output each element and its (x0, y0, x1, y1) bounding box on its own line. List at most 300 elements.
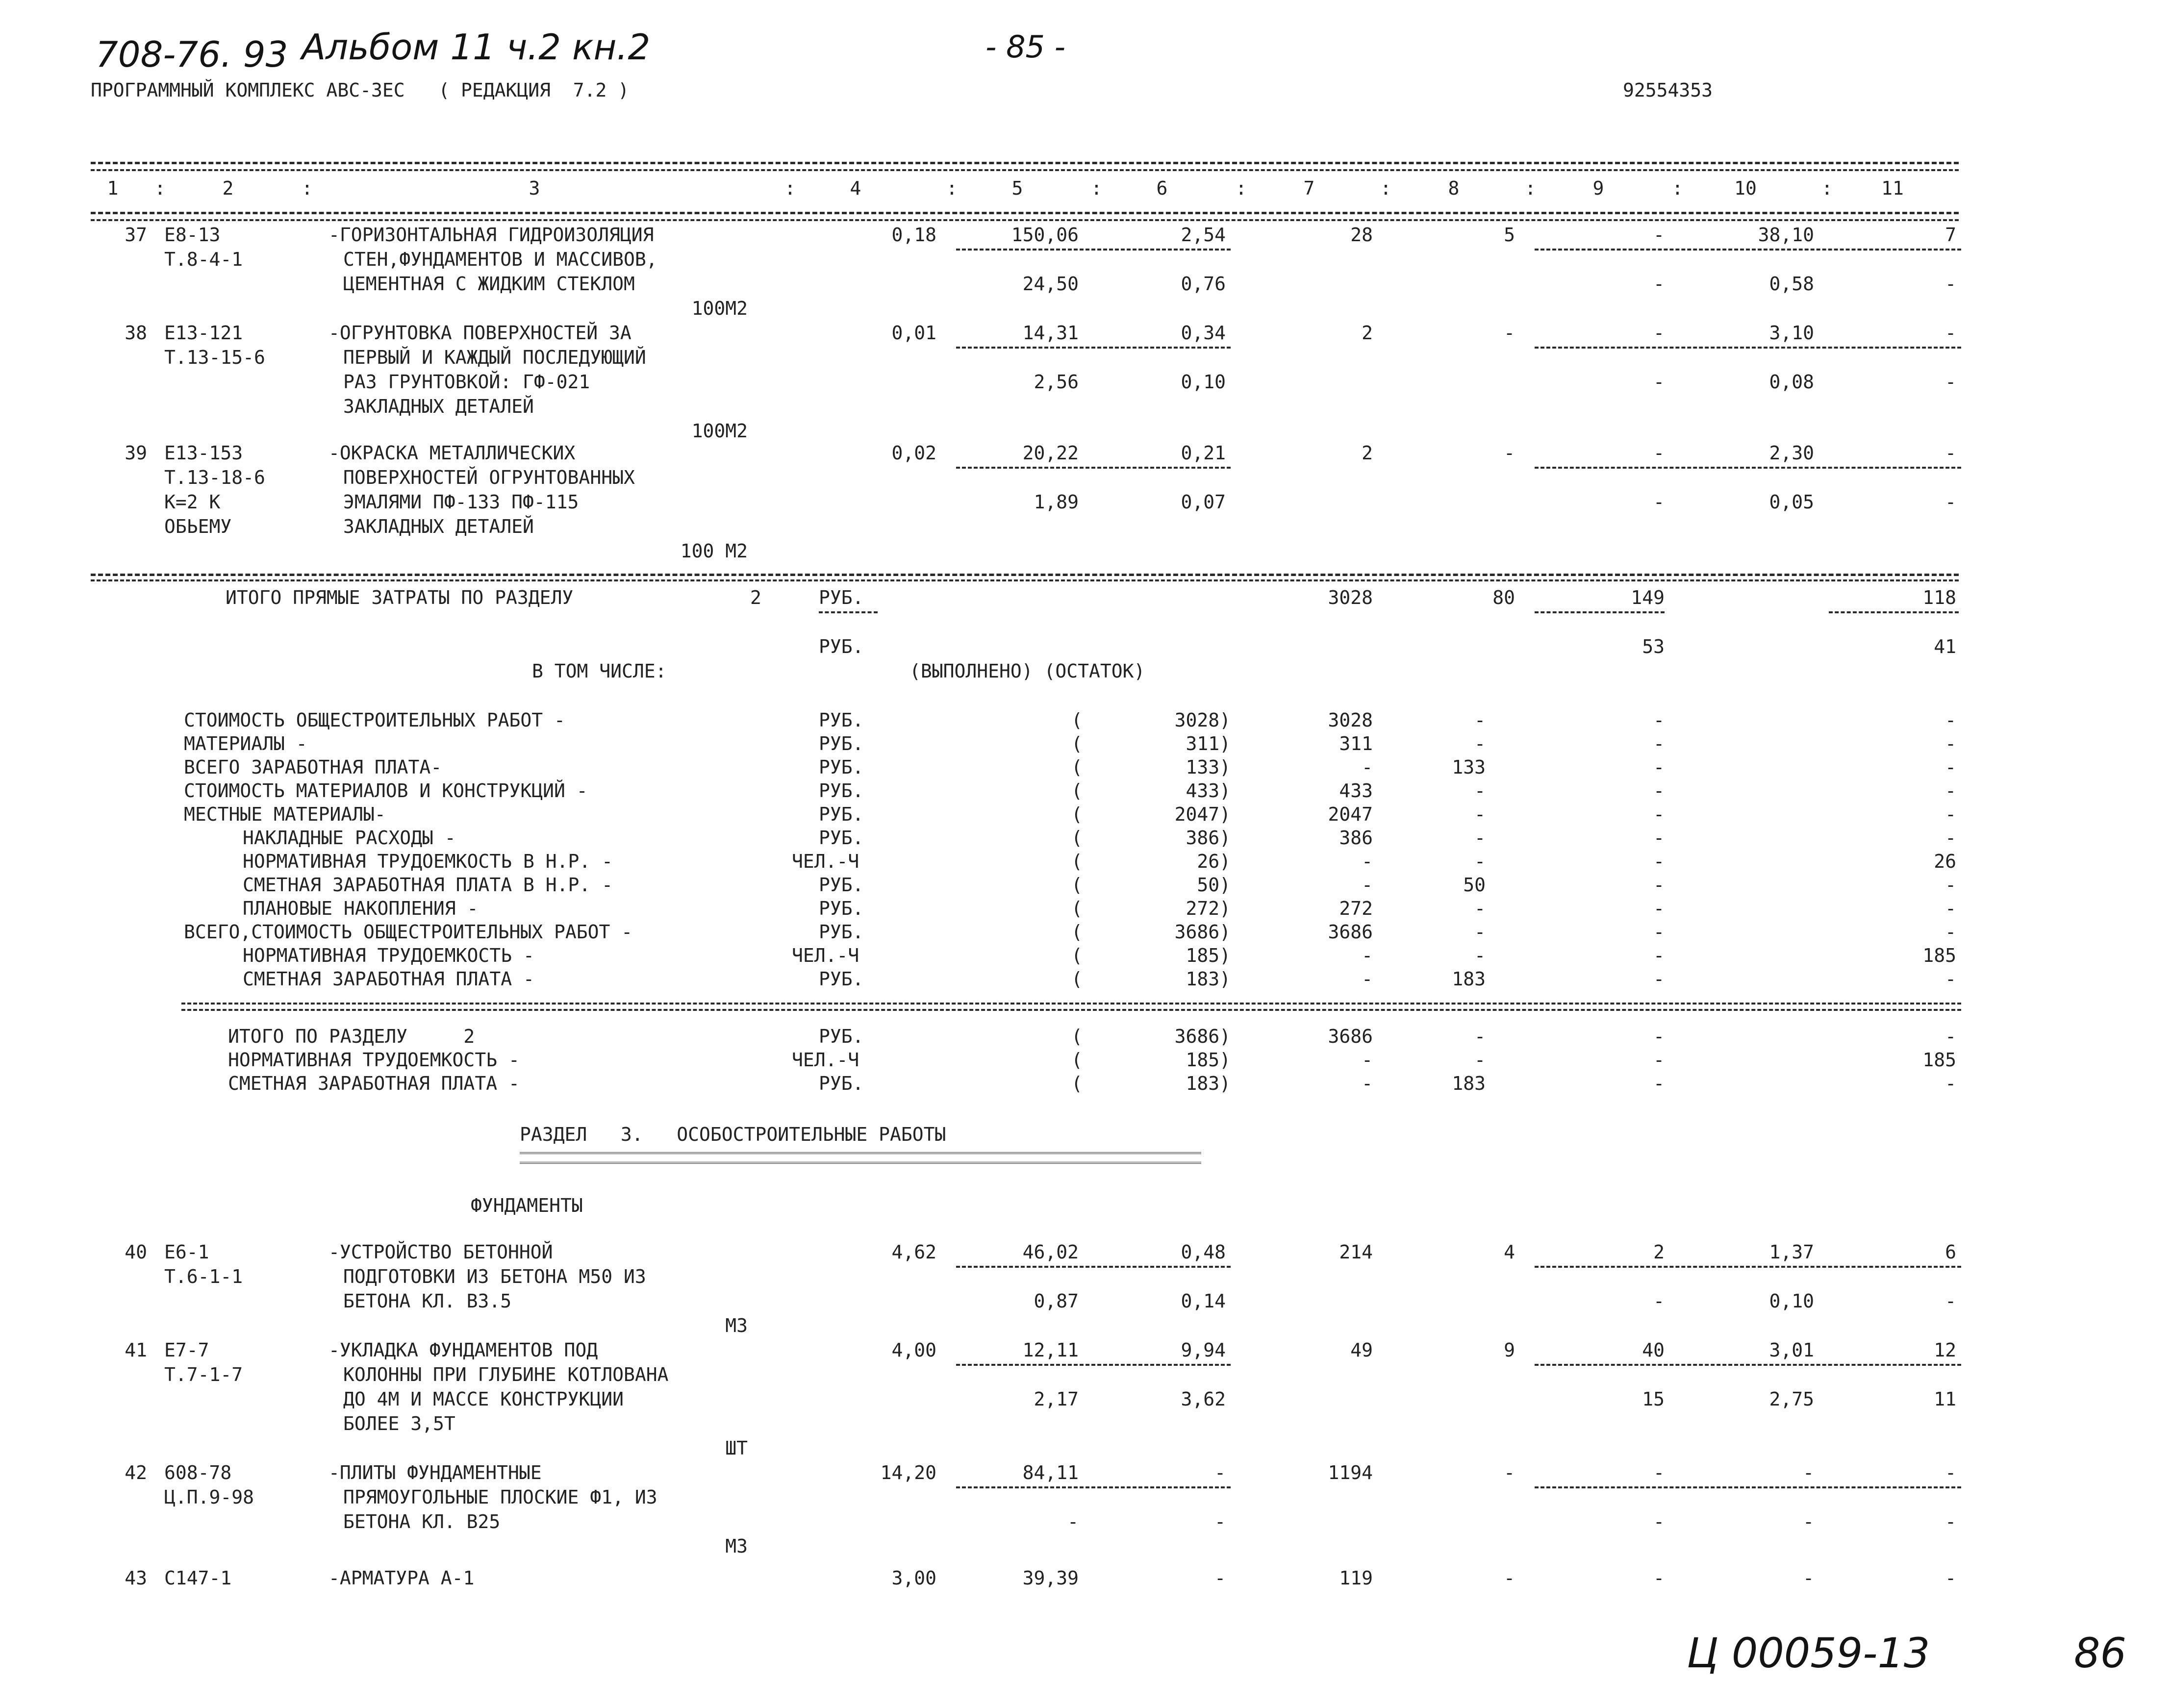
breakdown-c8: - (1474, 733, 1486, 754)
paren: ( (1071, 921, 1083, 943)
itogo-underline (1535, 611, 1665, 613)
item-c4: 0,18 (891, 224, 936, 246)
breakdown-c7: - (1362, 968, 1373, 990)
section-total-value: 183) (1186, 1073, 1231, 1094)
column-header-10: 10 (1734, 177, 1757, 199)
item-code: Т.6-1-1 (164, 1266, 243, 1287)
item-sub-s6: 0,14 (1181, 1290, 1226, 1312)
column-separator: : (302, 177, 313, 199)
breakdown-c11: - (1945, 874, 1956, 896)
item-c9: 40 (1642, 1339, 1665, 1361)
paren: ( (1071, 733, 1083, 754)
section-total-c11: - (1945, 1073, 1956, 1094)
breakdown-label: СМЕТНАЯ ЗАРАБОТНАЯ ПЛАТА В Н.Р. - (243, 874, 613, 896)
item-sub-s11: - (1945, 491, 1956, 513)
item-c5: 14,31 (1022, 322, 1079, 344)
breakdown-unit: РУБ. (819, 874, 864, 896)
breakdown-c7: 433 (1339, 780, 1373, 802)
program-header: ПРОГРАММНЫЙ КОМПЛЕКС АВС-3ЕС ( РЕДАКЦИЯ 7.2 ) (91, 79, 630, 101)
breakdown-c9: - (1653, 709, 1665, 731)
section-total-c9: - (1653, 1073, 1665, 1094)
item-c9: - (1653, 442, 1665, 464)
paren: ( (1071, 827, 1083, 849)
column-separator: : (784, 177, 796, 199)
item-underline (1535, 249, 1961, 251)
item-description: ЦЕМЕНТНАЯ С ЖИДКИМ СТЕКЛОМ (343, 273, 635, 295)
section3-underline (520, 1152, 1201, 1164)
itogo-direct-c9: 149 (1631, 587, 1665, 608)
item-description: РАЗ ГРУНТОВКОЙ: ГФ-021 (343, 371, 590, 393)
itogo-direct-s11: 41 (1934, 636, 1956, 657)
paren: ( (1071, 898, 1083, 919)
item-c9: - (1653, 1462, 1665, 1483)
breakdown-c8: - (1474, 921, 1486, 943)
item-description: -АРМАТУРА А-1 (328, 1567, 475, 1589)
breakdown-c11: - (1945, 709, 1956, 731)
item-unit: ШТ (725, 1437, 748, 1459)
breakdown-c11: 185 (1922, 945, 1956, 966)
itogo-direct-unit: РУБ. (819, 587, 864, 608)
item-description: -ГОРИЗОНТАЛЬНАЯ ГИДРОИЗОЛЯЦИЯ (328, 224, 654, 246)
item-c11: 7 (1945, 224, 1956, 246)
breakdown-label: ПЛАНОВЫЕ НАКОПЛЕНИЯ - (243, 898, 479, 919)
item-sub-s6: 0,10 (1181, 371, 1226, 393)
breakdown-c11: - (1945, 733, 1956, 754)
item-underline (1535, 467, 1961, 469)
column-header-5: 5 (1011, 177, 1023, 199)
item-c5: 12,11 (1022, 1339, 1079, 1361)
item-sub-s5: 1,89 (1034, 491, 1079, 513)
section-total-c7: - (1362, 1073, 1373, 1094)
item-c11: 12 (1934, 1339, 1956, 1361)
item-description: ПОВЕРХНОСТЕЙ ОГРУНТОВАННЫХ (343, 467, 635, 488)
breakdown-unit: ЧЕЛ.-Ч (792, 851, 859, 872)
item-c5: 39,39 (1022, 1567, 1079, 1589)
item-c8: - (1504, 442, 1515, 464)
breakdown-label: МЕСТНЫЕ МАТЕРИАЛЫ- (184, 804, 386, 825)
item-c4: 0,01 (891, 322, 936, 344)
item-c6: 9,94 (1181, 1339, 1226, 1361)
breakdown-unit: РУБ. (819, 804, 864, 825)
breakdown-c9: - (1653, 851, 1665, 872)
item-c10: - (1803, 1462, 1814, 1483)
item-sub-s9: - (1653, 371, 1665, 393)
paren: ( (1071, 945, 1083, 966)
section3-subtitle: ФУНДАМЕНТЫ (471, 1195, 583, 1216)
item-c6: - (1214, 1567, 1226, 1589)
section-total-unit: ЧЕЛ.-Ч (792, 1049, 859, 1071)
item-c10: 1,37 (1769, 1241, 1814, 1263)
section-total-c7: 3686 (1328, 1026, 1373, 1047)
item-description: ПОДГОТОВКИ ИЗ БЕТОНА М50 ИЗ (343, 1266, 646, 1287)
item-sub-s11: 11 (1934, 1388, 1956, 1410)
section-total-label: НОРМАТИВНАЯ ТРУДОЕМКОСТЬ - (228, 1049, 520, 1071)
item-underline (956, 347, 1231, 349)
breakdown-c9: - (1653, 874, 1665, 896)
header-bottom-rule-2 (91, 219, 1959, 221)
item-number: 39 (125, 442, 147, 464)
column-header-3: 3 (529, 177, 540, 199)
breakdown-unit: РУБ. (819, 968, 864, 990)
breakdown-c7: 3686 (1328, 921, 1373, 943)
item-sub-s10: 0,08 (1769, 371, 1814, 393)
item-underline (1535, 1266, 1961, 1268)
item-sub-s11: - (1945, 1511, 1956, 1532)
item-description: ПЕРВЫЙ И КАЖДЫЙ ПОСЛЕДУЮЩИЙ (343, 347, 646, 368)
column-separator: : (1525, 177, 1536, 199)
column-header-1: 1 (107, 177, 119, 199)
section-total-label: СМЕТНАЯ ЗАРАБОТНАЯ ПЛАТА - (228, 1073, 520, 1094)
item-c11: - (1945, 442, 1956, 464)
breakdown-c9: - (1653, 945, 1665, 966)
item-code: Т.8-4-1 (164, 249, 243, 270)
item-code: Е13-121 (164, 322, 243, 344)
item-c7: 2 (1362, 442, 1373, 464)
item-c5: 46,02 (1022, 1241, 1079, 1263)
breakdown-label: НОРМАТИВНАЯ ТРУДОЕМКОСТЬ - (243, 945, 534, 966)
breakdown-c11: - (1945, 780, 1956, 802)
item-unit: 100М2 (691, 298, 748, 319)
item-code: Т.7-1-7 (164, 1364, 243, 1385)
handwritten-doc-number: 708-76. 93 (96, 34, 288, 75)
breakdown-c7: 3028 (1328, 709, 1373, 731)
itogo-direct-s9: 53 (1642, 636, 1665, 657)
item-description: БЕТОНА КЛ. В3.5 (343, 1290, 512, 1312)
breakdown-value: 311) (1186, 733, 1231, 754)
item-c6: 0,48 (1181, 1241, 1226, 1263)
item-c9: - (1653, 322, 1665, 344)
item-underline (956, 1266, 1231, 1268)
item-underline (1535, 347, 1961, 349)
header-top-rule (91, 162, 1959, 164)
item-c8: 9 (1504, 1339, 1515, 1361)
breakdown-c7: 2047 (1328, 804, 1373, 825)
item-description: -УКЛАДКА ФУНДАМЕНТОВ ПОД (328, 1339, 598, 1361)
item-c4: 14,20 (880, 1462, 936, 1483)
itogo-direct-c7: 3028 (1328, 587, 1373, 608)
item-c11: - (1945, 1462, 1956, 1483)
item-description: ПРЯМОУГОЛЬНЫЕ ПЛОСКИЕ Ф1, ИЗ (343, 1486, 657, 1508)
section-total-value: 185) (1186, 1049, 1231, 1071)
breakdown-label: СТОИМОСТЬ ОБЩЕСТРОИТЕЛЬНЫХ РАБОТ - (184, 709, 565, 731)
v-tom-chisle: В ТОМ ЧИСЛЕ: (532, 660, 667, 682)
breakdown-unit: РУБ. (819, 733, 864, 754)
breakdown-label: ВСЕГО,СТОИМОСТЬ ОБЩЕСТРОИТЕЛЬНЫХ РАБОТ - (184, 921, 633, 943)
item-underline (956, 249, 1231, 251)
handwritten-page: 86 (2074, 1629, 2126, 1677)
breakdown-unit: РУБ. (819, 780, 864, 802)
item-number: 37 (125, 224, 147, 246)
item-code: ОБЬЕМУ (164, 516, 232, 537)
itogo-direct-c11: 118 (1922, 587, 1956, 608)
section-total-rule (181, 1003, 1961, 1005)
section-total-c7: - (1362, 1049, 1373, 1071)
item-c11: - (1945, 1567, 1956, 1589)
item-underline (1535, 1486, 1961, 1488)
breakdown-value: 50) (1197, 874, 1231, 896)
column-separator: : (946, 177, 958, 199)
column-separator: : (1236, 177, 1247, 199)
breakdown-c9: - (1653, 756, 1665, 778)
item-description: БОЛЕЕ 3,5Т (343, 1413, 455, 1434)
item-sub-s11: - (1945, 1290, 1956, 1312)
item-c11: - (1945, 322, 1956, 344)
breakdown-value: 133) (1186, 756, 1231, 778)
column-header-7: 7 (1303, 177, 1315, 199)
item-c8: 4 (1504, 1241, 1515, 1263)
item-c5: 20,22 (1022, 442, 1079, 464)
item-code: 608-78 (164, 1462, 232, 1483)
breakdown-c11: - (1945, 898, 1956, 919)
breakdown-unit: РУБ. (819, 898, 864, 919)
item-sub-s5: 24,50 (1022, 273, 1079, 295)
item-code: Е8-13 (164, 224, 221, 246)
item-description: ЗАКЛАДНЫХ ДЕТАЛЕЙ (343, 396, 534, 417)
breakdown-c11: - (1945, 827, 1956, 849)
item-sub-s9: - (1653, 491, 1665, 513)
item-c5: 150,06 (1011, 224, 1079, 246)
paren: ( (1071, 756, 1083, 778)
item-description: -ПЛИТЫ ФУНДАМЕНТНЫЕ (328, 1462, 542, 1483)
item-c6: 0,21 (1181, 442, 1226, 464)
section-total-c9: - (1653, 1049, 1665, 1071)
itogo-direct-unit2: РУБ. (819, 636, 864, 657)
item-description: СТЕН,ФУНДАМЕНТОВ И МАССИВОВ, (343, 249, 657, 270)
item-description: -ОГРУНТОВКА ПОВЕРХНОСТЕЙ ЗА (328, 322, 631, 344)
itogo-underline (1829, 611, 1959, 613)
item-c4: 4,00 (891, 1339, 936, 1361)
item-sub-s5: 2,56 (1034, 371, 1079, 393)
section-total-c8: - (1474, 1026, 1486, 1047)
item-code: Е7-7 (164, 1339, 209, 1361)
breakdown-label: СТОИМОСТЬ МАТЕРИАЛОВ И КОНСТРУКЦИЙ - (184, 780, 588, 802)
item-c10: 38,10 (1758, 224, 1814, 246)
item-underline (956, 1364, 1231, 1366)
item-sub-s10: 0,58 (1769, 273, 1814, 295)
itogo-direct-section: 2 (750, 587, 761, 608)
paren: ( (1071, 804, 1083, 825)
item-underline (1535, 1364, 1961, 1366)
item-underline (956, 1486, 1231, 1488)
item-c7: 49 (1350, 1339, 1373, 1361)
item-sub-s11: - (1945, 371, 1956, 393)
column-header-6: 6 (1156, 177, 1168, 199)
header-top-rule-2 (91, 169, 1959, 171)
breakdown-c11: - (1945, 921, 1956, 943)
breakdown-c9: - (1653, 733, 1665, 754)
item-unit: 100М2 (691, 420, 748, 442)
itogo-underline (819, 611, 878, 613)
paren: ( (1071, 780, 1083, 802)
breakdown-value: 185) (1186, 945, 1231, 966)
done-remaining-header: (ВЫПОЛНЕНО) (ОСТАТОК) (909, 660, 1145, 682)
breakdown-c8: 183 (1452, 968, 1486, 990)
handwritten-archive-code: Ц 00059-13 (1687, 1629, 1930, 1677)
breakdown-c11: - (1945, 756, 1956, 778)
column-separator: : (1380, 177, 1391, 199)
breakdown-c8: - (1474, 804, 1486, 825)
item-description: ЭМАЛЯМИ ПФ-133 ПФ-115 (343, 491, 579, 513)
item-c8: 5 (1504, 224, 1515, 246)
breakdown-c8: - (1474, 898, 1486, 919)
itogo-direct-c8: 80 (1492, 587, 1515, 608)
breakdown-value: 386) (1186, 827, 1231, 849)
item-code: Т.13-15-6 (164, 347, 265, 368)
header-bottom-rule (91, 212, 1959, 214)
breakdown-c7: 386 (1339, 827, 1373, 849)
item-c8: - (1504, 1567, 1515, 1589)
section-total-unit: РУБ. (819, 1026, 864, 1047)
item-code: Е6-1 (164, 1241, 209, 1263)
item-c7: 119 (1339, 1567, 1373, 1589)
breakdown-unit: РУБ. (819, 921, 864, 943)
paren: ( (1071, 968, 1083, 990)
breakdown-value: 2047) (1174, 804, 1231, 825)
item-code: Е13-153 (164, 442, 243, 464)
item-sub-s9: - (1653, 1290, 1665, 1312)
paren: ( (1071, 851, 1083, 872)
item-c7: 214 (1339, 1241, 1373, 1263)
item-c4: 4,62 (891, 1241, 936, 1263)
breakdown-label: МАТЕРИАЛЫ - (184, 733, 307, 754)
paren: ( (1071, 1073, 1083, 1094)
breakdown-c8: - (1474, 827, 1486, 849)
column-separator: : (154, 177, 166, 199)
item-c11: 6 (1945, 1241, 1956, 1263)
breakdown-label: ВСЕГО ЗАРАБОТНАЯ ПЛАТА- (184, 756, 442, 778)
breakdown-value: 183) (1186, 968, 1231, 990)
item-sub-s5: 0,87 (1034, 1290, 1079, 1312)
item-c9: 2 (1653, 1241, 1665, 1263)
item-sub-s9: - (1653, 273, 1665, 295)
totals-rule-2 (91, 579, 1959, 581)
item-c9: - (1653, 1567, 1665, 1589)
item-underline (956, 467, 1231, 469)
item-description: -ОКРАСКА МЕТАЛЛИЧЕСКИХ (328, 442, 576, 464)
column-separator: : (1091, 177, 1102, 199)
breakdown-value: 433) (1186, 780, 1231, 802)
doc-code: 92554353 (1623, 79, 1713, 101)
item-c10: - (1803, 1567, 1814, 1589)
itogo-direct-label: ИТОГО ПРЯМЫЕ ЗАТРАТЫ ПО РАЗДЕЛУ (226, 587, 574, 608)
item-sub-s9: 15 (1642, 1388, 1665, 1410)
item-c9: - (1653, 224, 1665, 246)
breakdown-c9: - (1653, 780, 1665, 802)
breakdown-c8: - (1474, 709, 1486, 731)
item-unit: 100 М2 (680, 540, 748, 562)
column-header-2: 2 (222, 177, 234, 199)
item-sub-s5: 2,17 (1034, 1388, 1079, 1410)
item-description: КОЛОННЫ ПРИ ГЛУБИНЕ КОТЛОВАНА (343, 1364, 669, 1385)
item-number: 42 (125, 1462, 147, 1483)
item-c8: - (1504, 322, 1515, 344)
breakdown-value: 3028) (1174, 709, 1231, 731)
item-sub-s6: 0,07 (1181, 491, 1226, 513)
breakdown-unit: РУБ. (819, 756, 864, 778)
breakdown-c9: - (1653, 827, 1665, 849)
column-header-9: 9 (1592, 177, 1604, 199)
item-code: Ц.П.9-98 (164, 1486, 254, 1508)
item-unit: М3 (725, 1315, 748, 1336)
item-sub-s10: - (1803, 1511, 1814, 1532)
breakdown-c11: - (1945, 968, 1956, 990)
breakdown-unit: ЧЕЛ.-Ч (792, 945, 859, 966)
breakdown-c8: 50 (1463, 874, 1486, 896)
item-sub-s5: - (1067, 1511, 1079, 1532)
breakdown-label: СМЕТНАЯ ЗАРАБОТНАЯ ПЛАТА - (243, 968, 534, 990)
page-number: - 85 - (985, 29, 1066, 65)
item-description: ДО 4М И МАССЕ КОНСТРУКЦИИ (343, 1388, 624, 1410)
totals-rule (91, 574, 1959, 576)
item-sub-s9: - (1653, 1511, 1665, 1532)
section-total-c11: 185 (1922, 1049, 1956, 1071)
item-number: 43 (125, 1567, 147, 1589)
breakdown-c7: - (1362, 756, 1373, 778)
item-sub-s10: 2,75 (1769, 1388, 1814, 1410)
breakdown-label: НАКЛАДНЫЕ РАСХОДЫ - (243, 827, 456, 849)
breakdown-value: 272) (1186, 898, 1231, 919)
paren: ( (1071, 1049, 1083, 1071)
breakdown-c7: 311 (1339, 733, 1373, 754)
breakdown-c8: - (1474, 945, 1486, 966)
breakdown-c7: 272 (1339, 898, 1373, 919)
paren: ( (1071, 874, 1083, 896)
item-number: 38 (125, 322, 147, 344)
breakdown-c8: - (1474, 780, 1486, 802)
breakdown-c9: - (1653, 898, 1665, 919)
breakdown-c11: - (1945, 804, 1956, 825)
breakdown-c7: - (1362, 874, 1373, 896)
section-total-c8: - (1474, 1049, 1486, 1071)
item-c7: 2 (1362, 322, 1373, 344)
breakdown-c11: 26 (1934, 851, 1956, 872)
item-description: -УСТРОЙСТВО БЕТОННОЙ (328, 1241, 553, 1263)
item-sub-s6: 0,76 (1181, 273, 1226, 295)
item-code: Т.13-18-6 (164, 467, 265, 488)
breakdown-c7: - (1362, 945, 1373, 966)
item-c8: - (1504, 1462, 1515, 1483)
item-sub-s10: 0,10 (1769, 1290, 1814, 1312)
column-header-4: 4 (850, 177, 861, 199)
item-c10: 3,01 (1769, 1339, 1814, 1361)
breakdown-c9: - (1653, 804, 1665, 825)
breakdown-c9: - (1653, 921, 1665, 943)
item-number: 41 (125, 1339, 147, 1361)
section3-title: РАЗДЕЛ 3. ОСОБОСТРОИТЕЛЬНЫЕ РАБОТЫ (520, 1124, 946, 1145)
item-code: К=2 К (164, 491, 221, 513)
item-c6: - (1214, 1462, 1226, 1483)
item-number: 40 (125, 1241, 147, 1263)
item-unit: М3 (725, 1535, 748, 1557)
item-code: С147-1 (164, 1567, 232, 1589)
breakdown-value: 26) (1197, 851, 1231, 872)
item-c6: 2,54 (1181, 224, 1226, 246)
item-description: ЗАКЛАДНЫХ ДЕТАЛЕЙ (343, 516, 534, 537)
breakdown-unit: РУБ. (819, 709, 864, 731)
section-total-rule-2 (181, 1009, 1961, 1011)
item-c10: 3,10 (1769, 322, 1814, 344)
section-total-c8: 183 (1452, 1073, 1486, 1094)
item-c6: 0,34 (1181, 322, 1226, 344)
item-c4: 3,00 (891, 1567, 936, 1589)
item-sub-s6: - (1214, 1511, 1226, 1532)
section-total-label: ИТОГО ПО РАЗДЕЛУ 2 (228, 1026, 475, 1047)
breakdown-unit: РУБ. (819, 827, 864, 849)
column-separator: : (1821, 177, 1833, 199)
paren: ( (1071, 709, 1083, 731)
column-header-8: 8 (1448, 177, 1460, 199)
handwritten-album: Альбом 11 ч.2 кн.2 (302, 26, 651, 68)
